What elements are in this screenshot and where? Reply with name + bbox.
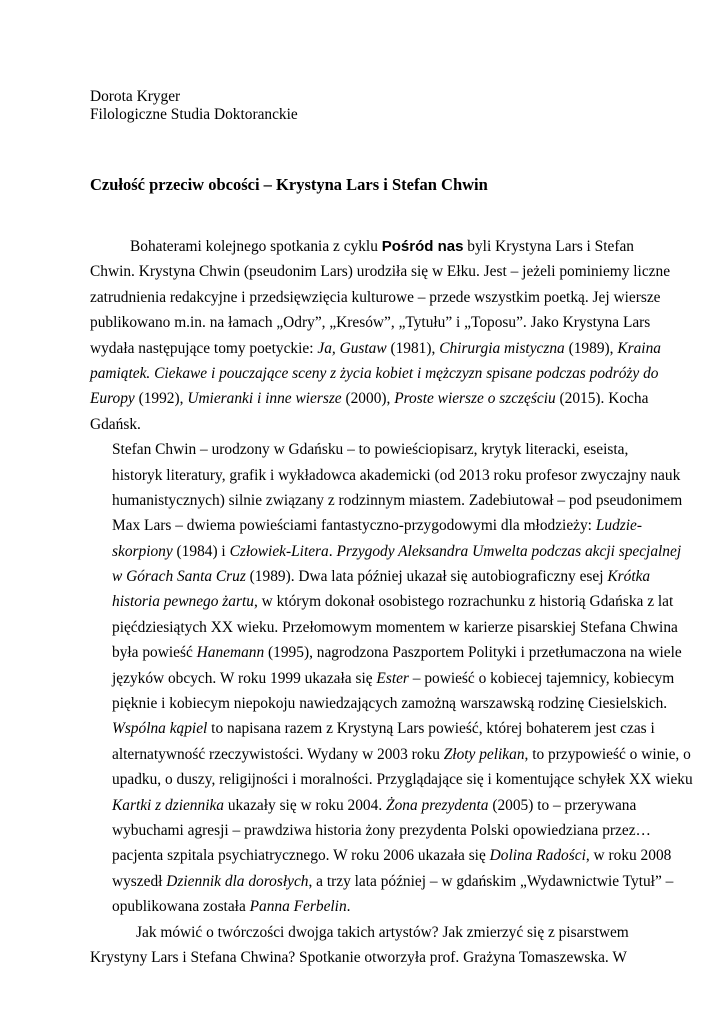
paragraph-2-line: Stefan Chwin – urodzony w Gdańsku – to powieściopisarz, krytyk literacki, eseista,	[112, 441, 629, 459]
author-affiliation: Filologiczne Studia Doktoranckie	[90, 106, 298, 123]
paragraph-2-line: alternatywność rzeczywistości. Wydany w 2003 roku Złoty pelikan, to przypowieść o winie, o	[112, 745, 691, 763]
paragraph-1-line: Gdańsk.	[90, 415, 141, 433]
paragraph-2-line: historia pewnego żartu, w którym dokonał osobistego rozrachunku z historią Gdańska z lat	[112, 593, 674, 611]
paragraph-2-line: pięćdziesiątych XX wieku. Przełomowym momentem w karierze pisarskiej Stefana Chwina	[112, 618, 678, 636]
author-name: Dorota Kryger	[90, 88, 181, 105]
paragraph-2-line: opublikowana została Panna Ferbelin.	[112, 898, 351, 916]
author-block	[90, 88, 298, 124]
cycle-name: Pośród nas	[381, 238, 464, 255]
paragraph-2-line: upadku, o duszy, religijności i moralności. Przyglądające się i komentujące schyłek XX wieku	[112, 771, 693, 789]
paragraph-2-line: pięknie i kobiecym niepokoju nawiedzających zamożną warszawską rodzinę Ciesielskich.	[112, 695, 668, 713]
paragraph-1-line: Chwin. Krystyna Chwin (pseudonim Lars) urodziła się w Ełku. Jest – jeżeli pominiemy liczne	[90, 263, 671, 281]
paragraph-2-line: wybuchami agresji – prawdziwa historia żony prezydenta Polski opowiedziana przez…	[112, 821, 651, 839]
paragraph-3-line: Krystyny Lars i Stefana Chwina? Spotkanie otworzyła prof. Grażyna Tomaszewska. W	[90, 948, 627, 966]
paragraph-2-line: wyszedł Dziennik dla dorosłych, a trzy lata później – w gdańskim „Wydawnictwie Tytuł” –	[112, 872, 674, 890]
paragraph-2-line: humanistycznych) silnie związany z rodzinnym miastem. Zadebiutował – pod pseudonimem	[112, 491, 683, 509]
paragraph-1-line: pamiątek. Ciekawe i pouczające sceny z życia kobiet i mężczyzn spisane podczas podróży do	[90, 364, 659, 382]
paragraph-1-line: wydała następujące tomy poetyckie: Ja, Gustaw (1981), Chirurgia mistyczna (1989), Kraina	[90, 339, 661, 357]
paragraph-2-line: Wspólna kąpiel to napisana razem z Krystyną Lars powieść, której bohaterem jest czas i	[112, 720, 655, 738]
paragraph-2-line: pacjenta szpitala psychiatrycznego. W roku 2006 ukazała się Dolina Radości, w roku 2008	[112, 847, 672, 865]
article-title: Czułość przeciw obcości – Krystyna Lars i Stefan Chwin	[90, 175, 488, 194]
paragraph-2-line: była powieść Hanemann (1995), nagrodzona Paszportem Polityki i przetłumaczona na wiele	[112, 644, 682, 662]
paragraph-2-line: historyk literatury, grafik i wykładowca akademicki (od 2013 roku profesor zwyczajny nauk	[112, 466, 681, 484]
paragraph-1-line: Bohaterami kolejnego spotkania z cyklu Pośród nas byli Krystyna Lars i Stefan	[130, 238, 634, 255]
paragraph-1-line: Europy (1992), Umieranki i inne wiersze (2000), Proste wiersze o szczęściu (2015). Kocha	[90, 390, 649, 408]
paragraph-2-line: w Górach Santa Cruz (1989). Dwa lata później ukazał się autobiograficzny esej Krótka	[112, 568, 651, 586]
paragraph-2-line: Max Lars – dwiema powieściami fantastyczno-przygodowymi dla młodzieży: Ludzie-	[112, 517, 642, 535]
paragraph-2-line: Kartki z dziennika ukazały się w roku 2004. Żona prezydenta (2005) to – przerywana	[112, 796, 637, 814]
paragraph-1-line: publikowano m.in. na łamach „Odry”, „Kresów”, „Tytułu” i „Toposu”. Jako Krystyna Lars	[90, 314, 651, 332]
paragraph-2-line: skorpiony (1984) i Człowiek-Litera. Przygody Aleksandra Umwelta podczas akcji specjalnej	[112, 542, 682, 560]
paragraph-3-line: Jak mówić o twórczości dwojga takich artystów? Jak zmierzyć się z pisarstwem	[136, 923, 629, 941]
article-body	[90, 234, 693, 970]
paragraph-2-line: języków obcych. W roku 1999 ukazała się Ester – powieść o kobiecej tajemnicy, kobiecym	[112, 669, 675, 687]
paragraph-1-line: zatrudnienia redakcyjne i przedsięwzięcia kulturowe – przede wszystkim poetką. Jej wiersze	[90, 288, 661, 306]
